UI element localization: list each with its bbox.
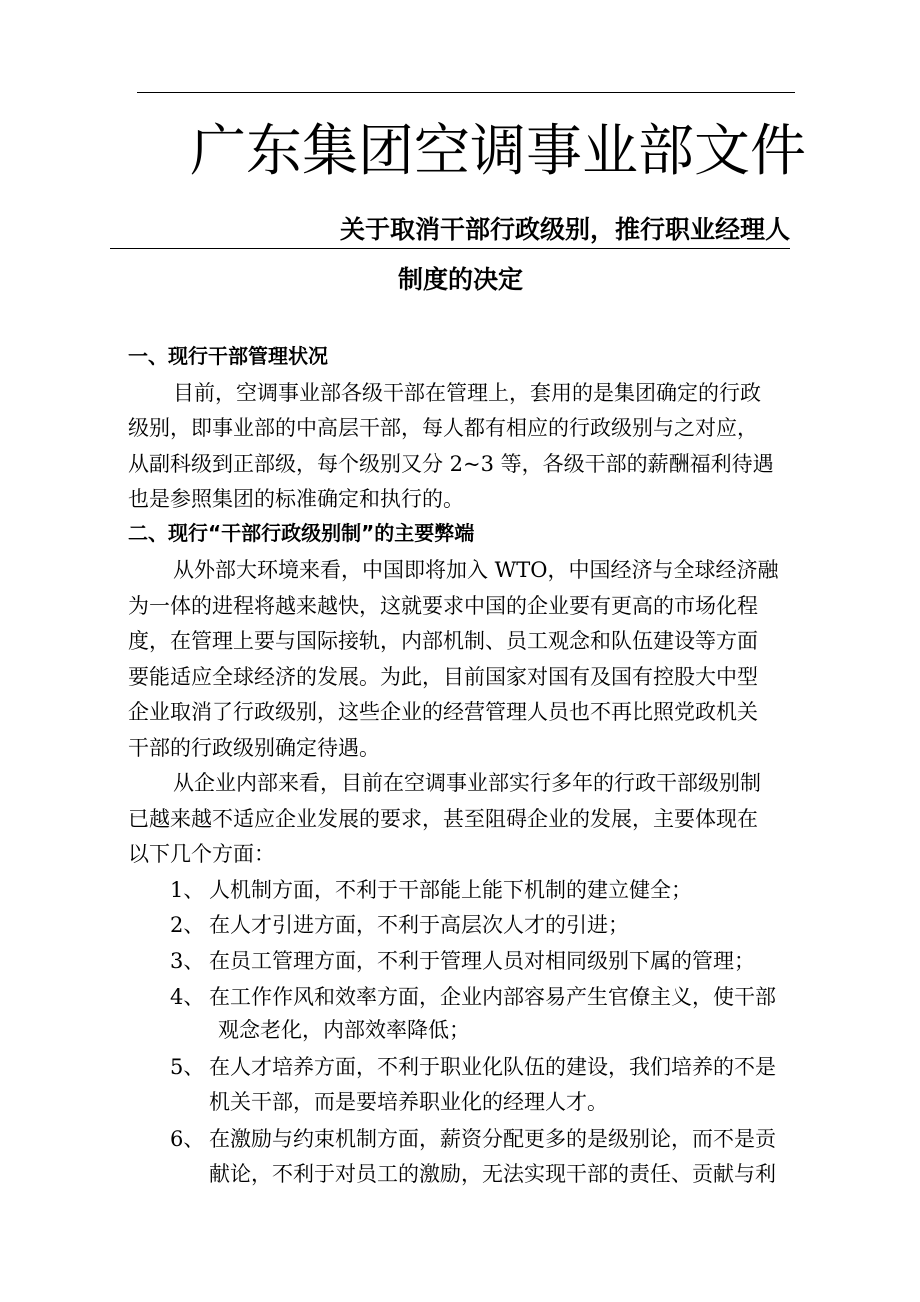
section-heading-1: 一、现行干部管理状况	[128, 344, 328, 368]
paragraph-line: 度，在管理上要与国际接轨，内部机制、员工观念和队伍建设等方面	[128, 629, 758, 653]
list-item-2: 在人才引进方面，不利于高层次人才的引进；	[209, 913, 629, 937]
document-title: 广东集团空调事业部文件	[190, 119, 806, 184]
list-item-5-continued: 机关干部，而是要培养职业化的经理人才。	[209, 1090, 608, 1114]
list-number-2: 2、	[170, 913, 205, 937]
list-item-4: 在工作作风和效率方面，企业内部容易产生官僚主义，使干部	[209, 985, 776, 1009]
paragraph-line: 为一体的进程将越来越快，这就要求中国的企业要有更高的市场化程	[128, 594, 758, 618]
paragraph-line: 干部的行政级别确定待遇。	[128, 736, 380, 760]
subject-title-line-2: 制度的决定	[398, 265, 524, 294]
list-number-1: 1、	[170, 878, 205, 902]
paragraph-line: 要能适应全球经济的发展。为此，目前国家对国有及国有控股大中型	[128, 665, 758, 689]
list-number-3: 3、	[170, 949, 205, 973]
paragraph-line: 从企业内部来看，目前在空调事业部实行多年的行政干部级别制	[173, 771, 761, 795]
paragraph-line: 以下几个方面：	[128, 842, 275, 866]
paragraph-line: 已越来越不适应企业发展的要求，甚至阻碍企业的发展，主要体现在	[128, 807, 758, 831]
list-item-4-continued: 观念老化，内部效率降低；	[218, 1018, 470, 1042]
paragraph-line: 企业取消了行政级别，这些企业的经营管理人员也不再比照党政机关	[128, 700, 758, 724]
paragraph-line: 目前，空调事业部各级干部在管理上，套用的是集团确定的行政	[173, 381, 761, 405]
list-item-6: 在激励与约束机制方面，薪资分配更多的是级别论，而不是贡	[209, 1127, 776, 1151]
list-number-6: 6、	[170, 1127, 205, 1151]
list-item-1: 人机制方面，不利于干部能上能下机制的建立健全；	[209, 878, 692, 902]
list-number-5: 5、	[170, 1055, 205, 1079]
paragraph-line: 从副科级到正部级，每个级别又分 2~3 等，各级干部的薪酬福利待遇	[128, 452, 774, 476]
paragraph-line: 也是参照集团的标准确定和执行的。	[128, 487, 464, 511]
paragraph-line: 从外部大环境来看，中国即将加入 WTO，中国经济与全球经济融	[173, 558, 779, 582]
list-item-3: 在员工管理方面，不利于管理人员对相同级别下属的管理；	[209, 949, 755, 973]
subject-title-line-1: 关于取消干部行政级别，推行职业经理人	[110, 212, 790, 249]
list-item-5: 在人才培养方面，不利于职业化队伍的建设，我们培养的不是	[209, 1055, 776, 1079]
paragraph-line: 级别，即事业部的中高层干部，每人都有相应的行政级别与之对应，	[128, 416, 758, 440]
section-heading-2: 二、现行“干部行政级别制”的主要弊端	[128, 521, 475, 545]
list-number-4: 4、	[170, 985, 205, 1009]
list-item-6-continued: 献论，不利于对员工的激励，无法实现干部的责任、贡献与利	[209, 1162, 776, 1186]
header-rule	[137, 92, 795, 93]
